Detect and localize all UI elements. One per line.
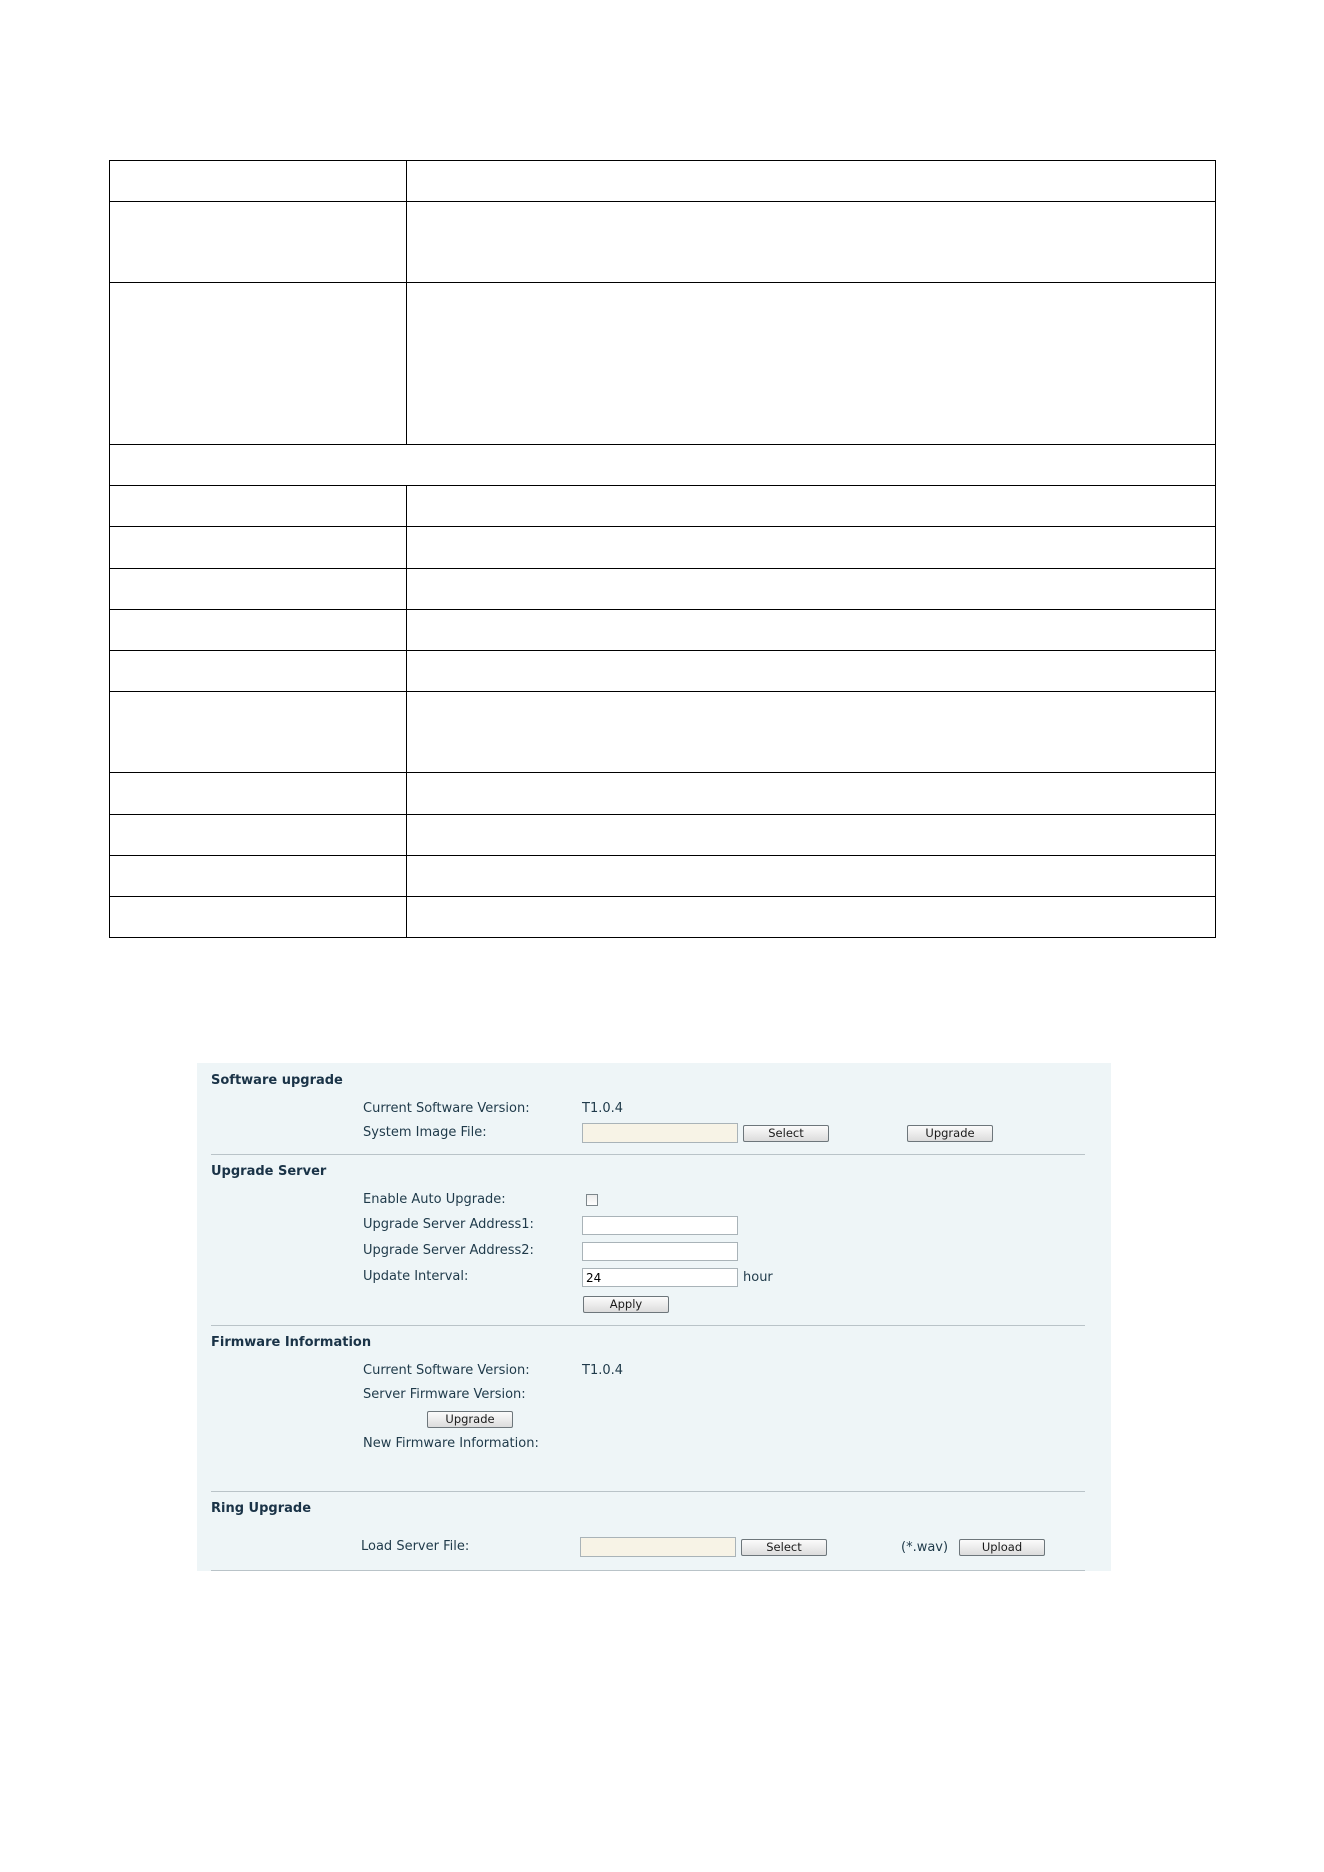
upgrade-settings-panel — [197, 1063, 1111, 1571]
table-row — [110, 815, 1216, 856]
load-server-file-label: Load Server File: — [361, 1539, 470, 1554]
apply-button[interactable]: Apply — [583, 1296, 669, 1313]
upgrade-server-address2-input[interactable] — [582, 1242, 738, 1261]
system-image-file-label: System Image File: — [363, 1125, 487, 1140]
firmware-upgrade-button[interactable]: Upgrade — [427, 1411, 513, 1428]
table-cell — [110, 815, 407, 856]
section-divider — [211, 1491, 1085, 1492]
table-cell — [407, 856, 1216, 897]
select-image-button[interactable]: Select — [743, 1125, 829, 1142]
table-cell — [110, 856, 407, 897]
table-row — [110, 445, 1216, 486]
upgrade-server-address1-input[interactable] — [582, 1216, 738, 1235]
table-cell — [407, 283, 1216, 445]
update-interval-label: Update Interval: — [363, 1269, 469, 1284]
ring-upgrade-title: Ring Upgrade — [211, 1501, 312, 1516]
upgrade-button[interactable]: Upgrade — [907, 1125, 993, 1142]
document-table — [109, 160, 1216, 938]
current-software-version-label: Current Software Version: — [363, 1101, 530, 1116]
table-cell — [110, 283, 407, 445]
server-firmware-version-label: Server Firmware Version: — [363, 1387, 526, 1402]
file-type-hint: (*.wav) — [901, 1540, 949, 1555]
table-row — [110, 202, 1216, 283]
load-server-file-input[interactable] — [580, 1537, 736, 1557]
table-cell — [407, 161, 1216, 202]
table-cell — [110, 202, 407, 283]
table-cell — [110, 569, 407, 610]
table-cell — [110, 445, 1216, 486]
update-interval-input[interactable] — [582, 1268, 738, 1287]
software-upgrade-title: Software upgrade — [211, 1073, 343, 1088]
firmware-current-version-label: Current Software Version: — [363, 1363, 530, 1378]
enable-auto-upgrade-label: Enable Auto Upgrade: — [363, 1192, 506, 1207]
table-cell — [110, 161, 407, 202]
table-cell — [407, 651, 1216, 692]
system-image-file-input[interactable] — [582, 1123, 738, 1143]
enable-auto-upgrade-checkbox[interactable] — [586, 1194, 598, 1206]
section-divider — [211, 1325, 1085, 1326]
section-divider — [211, 1154, 1085, 1155]
table-row — [110, 773, 1216, 815]
table-row — [110, 161, 1216, 202]
upgrade-server-address2-label: Upgrade Server Address2: — [363, 1243, 534, 1258]
table-row — [110, 897, 1216, 938]
current-software-version-value: T1.0.4 — [582, 1101, 624, 1116]
upgrade-server-title: Upgrade Server — [211, 1164, 327, 1179]
table-cell — [407, 486, 1216, 527]
table-cell — [407, 773, 1216, 815]
table-cell — [110, 651, 407, 692]
table-row — [110, 527, 1216, 569]
table-cell — [407, 610, 1216, 651]
upgrade-server-address1-label: Upgrade Server Address1: — [363, 1217, 534, 1232]
table-row — [110, 610, 1216, 651]
table-cell — [407, 692, 1216, 773]
table-cell — [110, 692, 407, 773]
table-cell — [110, 486, 407, 527]
section-divider — [211, 1570, 1085, 1571]
table-row — [110, 486, 1216, 527]
select-ring-file-button[interactable]: Select — [741, 1539, 827, 1556]
table-cell — [110, 773, 407, 815]
table-cell — [110, 527, 407, 569]
table-row — [110, 856, 1216, 897]
firmware-information-title: Firmware Information — [211, 1335, 372, 1350]
table-cell — [407, 569, 1216, 610]
table-row — [110, 651, 1216, 692]
table-cell — [407, 202, 1216, 283]
new-firmware-information-label: New Firmware Information: — [363, 1436, 539, 1451]
table-cell — [110, 610, 407, 651]
upload-button[interactable]: Upload — [959, 1539, 1045, 1556]
update-interval-unit: hour — [743, 1270, 773, 1285]
table-cell — [110, 897, 407, 938]
table-cell — [407, 897, 1216, 938]
table-cell — [407, 815, 1216, 856]
table-cell — [407, 527, 1216, 569]
table-row — [110, 283, 1216, 445]
table-row — [110, 569, 1216, 610]
table-row — [110, 692, 1216, 773]
firmware-current-version-value: T1.0.4 — [582, 1363, 624, 1378]
